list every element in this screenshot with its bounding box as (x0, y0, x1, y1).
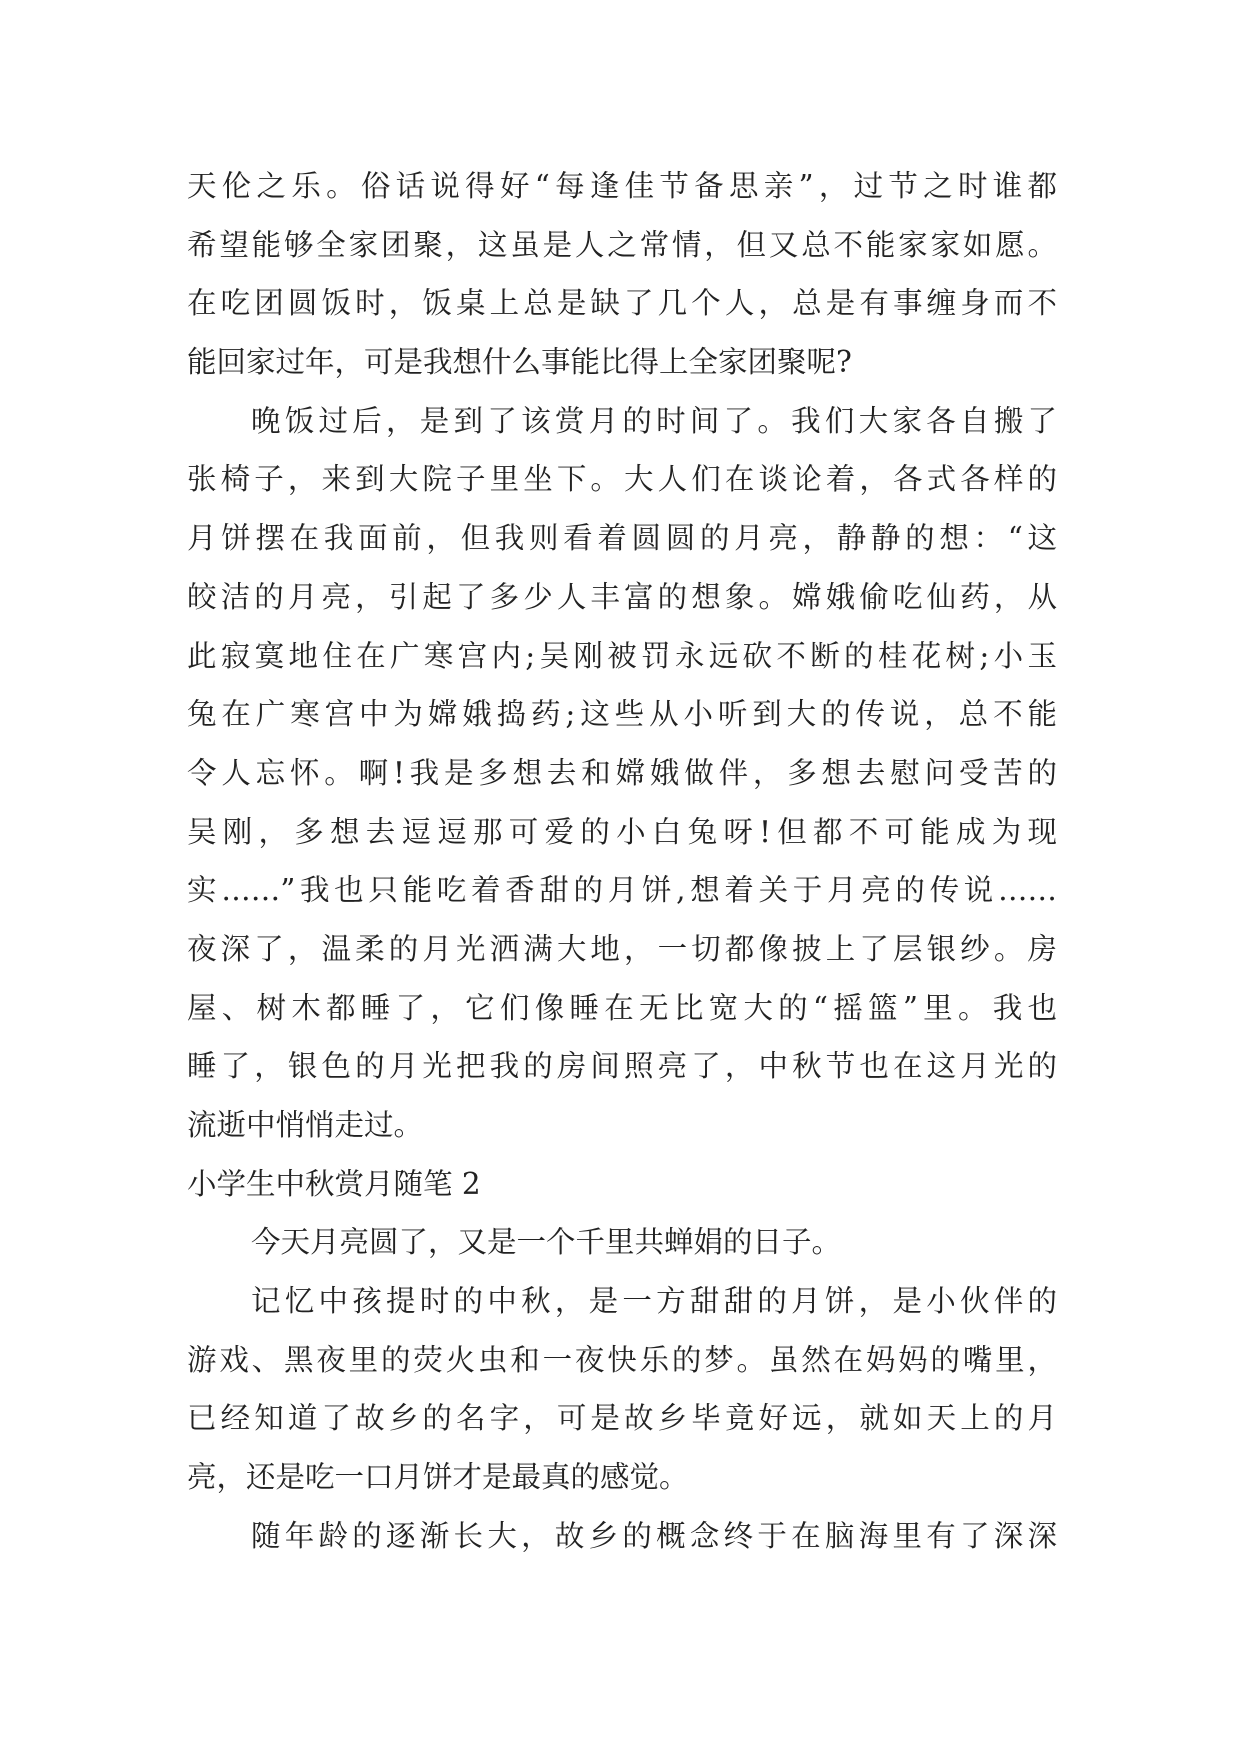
text-line: 张椅子，来到大院子里坐下。大人们在谈论着，各式各样的 (187, 462, 1057, 497)
text-line: 月饼摆在我面前，但我则看着圆圆的月亮，静静的想：“这 (187, 521, 1057, 556)
document-body (187, 157, 1057, 1566)
text-line: 已经知道了故乡的名字，可是故乡毕竟好远，就如天上的月 (187, 1401, 1057, 1436)
section-heading: 小学生中秋赏月随笔 2 (187, 1166, 481, 1201)
text-line: 能回家过年，可是我想什么事能比得上全家团聚呢? (187, 345, 852, 380)
text-line: 天伦之乐。俗话说得好“每逢佳节备思亲”，过节之时谁都 (187, 169, 1057, 203)
text-line: 屋、树木都睡了，它们像睡在无比宽大的“摇篮”里。我也 (187, 990, 1057, 1025)
text-line: 此寂寞地住在广寒宫内;吴刚被罚永远砍不断的桂花树;小玉 (187, 638, 1057, 673)
paragraph-start-line: 今天月亮圆了，又是一个千里共蝉娟的日子。 (251, 1225, 842, 1260)
text-line: 夜深了，温柔的月光洒满大地，一切都像披上了层银纱。房 (187, 931, 1057, 966)
text-line: 流逝中悄悄走过。 (187, 1108, 424, 1142)
text-line: 希望能够全家团聚，这虽是人之常情，但又总不能家家如愿。 (187, 227, 1057, 262)
text-line: 睡了，银色的月光把我的房间照亮了，中秋节也在这月光的 (187, 1049, 1057, 1084)
text-line: 亮，还是吃一口月饼才是最真的感觉。 (187, 1460, 689, 1495)
text-line: 兔在广寒宫中为嫦娥捣药;这些从小听到大的传说，总不能 (187, 697, 1057, 732)
text-line: 皎洁的月亮，引起了多少人丰富的想象。嫦娥偷吃仙药，从 (187, 579, 1057, 614)
text-line: 游戏、黑夜里的荧火虫和一夜快乐的梦。虽然在妈妈的嘴里， (187, 1342, 1057, 1377)
paragraph-start-line: 记忆中孩提时的中秋，是一方甜甜的月饼，是小伙伴的 (251, 1284, 1057, 1319)
text-line: 在吃团圆饭时，饭桌上总是缺了几个人，总是有事缠身而不 (187, 286, 1057, 321)
text-line: 实……”我也只能吃着香甜的月饼,想着关于月亮的传说…… (187, 873, 1057, 908)
paragraph-start-line: 晚饭过后，是到了该赏月的时间了。我们大家各自搬了 (251, 403, 1057, 438)
text-line: 令人忘怀。啊!我是多想去和嫦娥做伴，多想去慰问受苦的 (187, 755, 1057, 790)
paragraph-start-line: 随年龄的逐渐长大，故乡的概念终于在脑海里有了深深 (251, 1518, 1057, 1553)
text-line: 吴刚，多想去逗逗那可爱的小白兔呀!但都不可能成为现 (187, 814, 1057, 849)
